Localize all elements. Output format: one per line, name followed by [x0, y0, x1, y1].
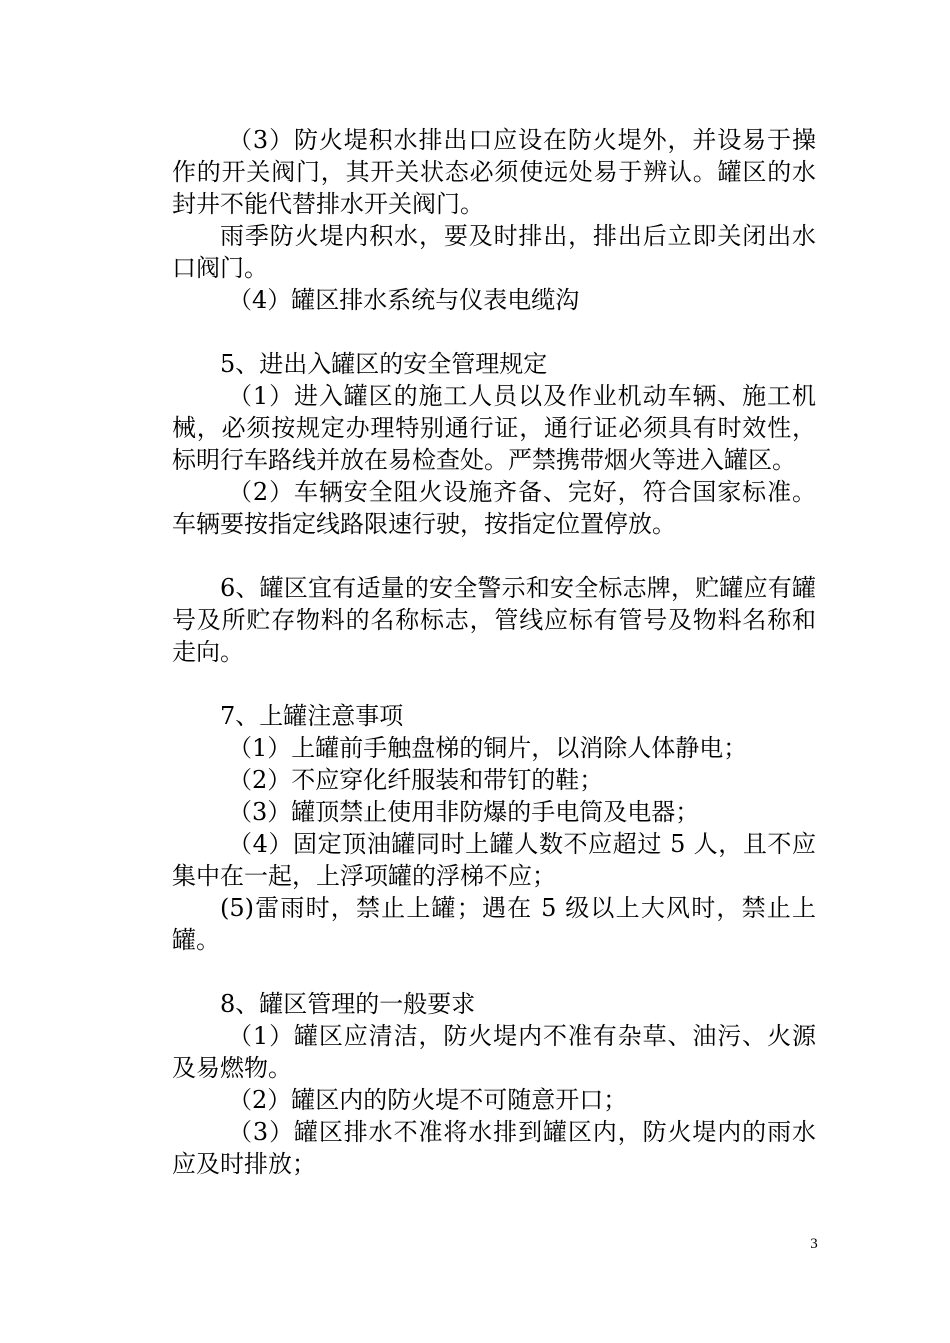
paragraph-7-3: （3）罐顶禁止使用非防爆的手电筒及电器；	[228, 798, 700, 826]
paragraph-drainage-cable-trench: （4）罐区排水系统与仪表电缆沟	[228, 286, 580, 314]
paragraph-rainy-season: 雨季防火堤内积水，要及时排出，排出后立即关闭出水口阀门。	[172, 222, 816, 282]
section-heading-8: 8、罐区管理的一般要求	[220, 990, 476, 1018]
section-heading-6: 6、罐区宜有适量的安全警示和安全标志牌，贮罐应有罐号及所贮存物料的名称标志，管线应标有管号及物料名称和走向。	[172, 574, 816, 666]
section-heading-7: 7、上罐注意事项	[220, 702, 404, 730]
paragraph-7-2: （2）不应穿化纤服装和带钉的鞋；	[228, 766, 604, 794]
page-number: 3	[810, 1236, 818, 1252]
paragraph-5-1: （1）进入罐区的施工人员以及作业机动车辆、施工机械，必须按规定办理特别通行证，通行证必须具有时效性，标明行车路线并放在易检查处。严禁携带烟火等进入罐区。	[172, 382, 816, 474]
paragraph-5-2: （2）车辆安全阻火设施齐备、完好，符合国家标准。车辆要按指定线路限速行驶，按指定位置停放。	[172, 478, 816, 538]
section-heading-5: 5、进出入罐区的安全管理规定	[220, 350, 548, 378]
paragraph-8-2: （2）罐区内的防火堤不可随意开口；	[228, 1086, 628, 1114]
paragraph-drain-outlet: （3）防火堤积水排出口应设在防火堤外，并设易于操作的开关阀门，其开关状态必须使远处易于辨认。罐区的水封井不能代替排水开关阀门。	[172, 126, 816, 218]
paragraph-7-4: （4）固定顶油罐同时上罐人数不应超过 5 人，且不应集中在一起，上浮项罐的浮梯不应；	[172, 830, 816, 890]
paragraph-7-1: （1）上罐前手触盘梯的铜片，以消除人体静电；	[228, 734, 748, 762]
paragraph-8-1: （1）罐区应清洁，防火堤内不准有杂草、油污、火源及易燃物。	[172, 1022, 816, 1082]
document-body	[172, 124, 816, 1180]
paragraph-8-3: （3）罐区排水不准将水排到罐区内，防火堤内的雨水应及时排放；	[172, 1118, 816, 1178]
paragraph-7-5: (5)雷雨时，禁止上罐；遇在 5 级以上大风时，禁止上罐。	[172, 894, 816, 954]
